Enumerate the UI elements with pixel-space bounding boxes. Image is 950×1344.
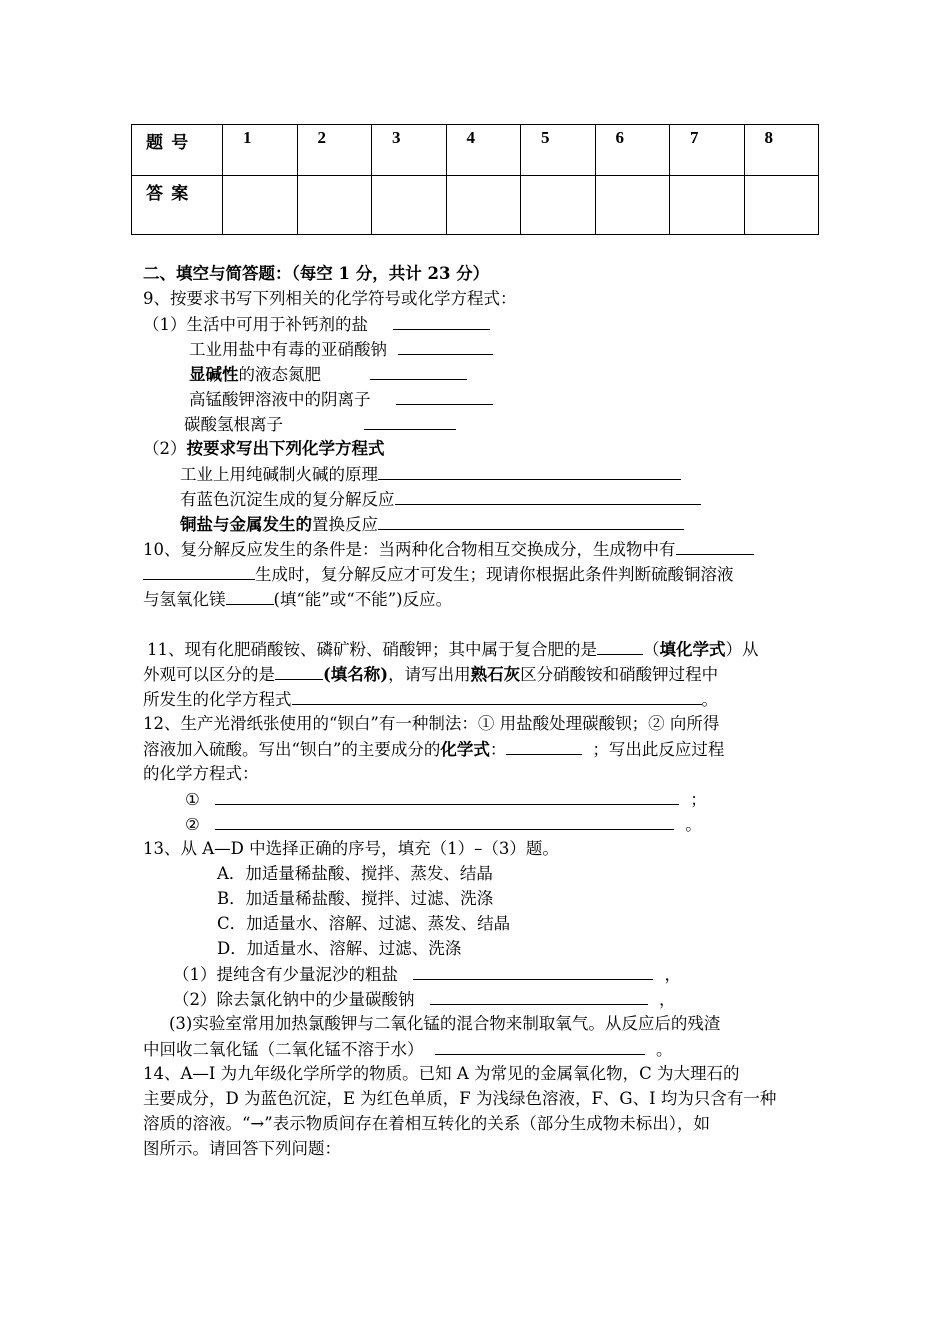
q10-line-1 (143, 537, 754, 562)
answer-blank[interactable] (215, 787, 679, 805)
q9-equation-2 (180, 487, 701, 512)
q14-line-4: 图所示。请回答下列问题： (143, 1139, 341, 1158)
q14-line-2: 主要成分，D 为蓝色沉淀，E 为红色单质，F 为浅绿色溶液，F、G、I 均为只含有一种 (143, 1089, 777, 1108)
q10-line-2 (143, 562, 734, 587)
answer-blank[interactable] (364, 412, 456, 430)
q9-item-3-bold: 显碱性 (189, 365, 239, 384)
answer-blank[interactable] (430, 987, 648, 1005)
q14-line-1: 14、A—I 为九年级化学所学的物质。已知 A 为常见的金属氧化物，C 为大理石的 (143, 1064, 740, 1083)
q9-item-3-text: 的液态氮肥 (238, 365, 321, 384)
answer-blank[interactable] (215, 812, 674, 830)
q12-line-2-bold: 化学式 (440, 740, 490, 759)
q11-line-1-text-a: 11、现有化肥硝酸铵、磷矿粉、硝酸钾；其中属于复合肥的是 (147, 640, 597, 659)
header-label: 题 号 (132, 125, 223, 176)
question-number: 4 (446, 125, 521, 176)
answer-cell[interactable] (297, 176, 372, 235)
q9-item-5-text: 碳酸氢根离子 (184, 415, 283, 434)
q12-line-2-text-a: 溶液加入硫酸。写出“钡白”的主要成分的 (143, 740, 441, 759)
q12-line-2-text-c: ；写出此反应过程 (592, 740, 725, 759)
question-number: 2 (297, 125, 372, 176)
question-number: 6 (595, 125, 670, 176)
answer-blank[interactable] (395, 487, 701, 505)
q12-equation-1 (185, 787, 707, 812)
answer-blank[interactable] (506, 737, 582, 755)
q13-sub-2-comma: ， (659, 990, 676, 1009)
q9-item-5 (184, 412, 456, 437)
q13-sub-3-text: 中回收二氧化锰（二氧化锰不溶于水） (143, 1040, 424, 1059)
answer-blank[interactable] (226, 587, 274, 605)
q13-sub-2 (173, 987, 676, 1012)
q12-equation-2 (185, 812, 702, 837)
q13-option-d: D．加适量水、溶解、过滤、洗涤 (217, 939, 462, 958)
answer-cell[interactable] (744, 176, 819, 235)
q12-line-2 (143, 737, 724, 762)
q11-line-3-text-b: 。 (701, 690, 718, 709)
answer-blank[interactable] (393, 312, 490, 330)
q13-sub-3-period: 。 (656, 1040, 673, 1059)
q9-item-4-text: 高锰酸钾溶液中的阴离子 (189, 390, 371, 409)
answer-cell[interactable] (372, 176, 447, 235)
answer-label: 答 案 (132, 176, 223, 235)
answer-blank[interactable] (143, 562, 255, 580)
section-title: 二、填空与简答题：（每空 1 分，共计 23 分） (143, 264, 490, 283)
answer-blank[interactable] (370, 362, 467, 380)
q13-sub-1-text: （1）提纯含有少量泥沙的粗盐 (173, 965, 398, 984)
answer-blank[interactable] (292, 687, 702, 705)
question-number: 5 (521, 125, 596, 176)
q9-item-4 (189, 387, 493, 412)
q13-option-b: B．加适量稀盐酸、搅拌、过滤、洗涤 (217, 889, 494, 908)
answer-blank[interactable] (378, 512, 684, 530)
q13-sub-1-comma: ， (664, 965, 681, 984)
q10-line-2-text: 生成时，复分解反应才可发生；现请你根据此条件判断硫酸铜溶液 (255, 565, 734, 584)
q9-equation-1-text: 工业上用纯碱制火碱的原理 (180, 465, 378, 484)
q9-item-2-text: 工业用盐中有毒的亚硝酸钠 (189, 340, 387, 359)
answer-blank[interactable] (396, 387, 493, 405)
q12-end-2: 。 (685, 815, 702, 834)
q13-option-c: C．加适量水、溶解、过滤、蒸发、结晶 (217, 914, 511, 933)
q13-sub-3-line-1: (3)实验室常用加热氯酸钾与二氧化锰的混合物来制取氧气。从反应后的残渣 (169, 1014, 721, 1033)
q9-stem: 9、按要求书写下列相关的化学符号或化学方程式： (143, 289, 517, 308)
q13-option-a: A．加适量稀盐酸、搅拌、蒸发、结晶 (217, 864, 493, 883)
q12-circle-2: ② (185, 815, 200, 834)
q13-sub-3-line-2 (143, 1037, 673, 1062)
question-number: 7 (670, 125, 745, 176)
q9-part-2 (143, 437, 385, 461)
q9-item-3 (189, 362, 467, 387)
q10-line-3 (143, 587, 452, 612)
answer-table-header-row (132, 125, 819, 176)
q11-line-1-bold: 填化学式 (659, 640, 726, 659)
q9-equation-3-bold: 铜盐与金属发生的 (180, 515, 312, 534)
answer-blank[interactable] (398, 337, 493, 355)
q9-part-2-title: 按要求写出下列化学方程式 (186, 439, 385, 458)
answer-table-answer-row (132, 176, 819, 235)
q10-line-3-text-b: (填“能”或“不能”)反应。 (273, 590, 453, 609)
answer-cell[interactable] (670, 176, 745, 235)
answer-cell[interactable] (595, 176, 670, 235)
q10-line-3-text-a: 与氢氧化镁 (143, 590, 226, 609)
q9-item-2 (189, 337, 493, 362)
q10-line-1-text: 10、复分解反应发生的条件是：当两种化合物相互交换成分，生成物中有 (143, 540, 676, 559)
q11-line-2-text-b: ，请写出用 (388, 665, 471, 684)
q11-line-2-text-c: 区分硝酸铵和硝酸钾过程中 (520, 665, 719, 684)
answer-blank[interactable] (413, 962, 653, 980)
q11-line-3-text-a: 所发生的化学方程式 (143, 690, 292, 709)
q12-line-1: 12、生产光滑纸张使用的“钡白”有一种制法：① 用盐酸处理碳酸钡；② 向所得 (143, 714, 720, 733)
answer-cell[interactable] (521, 176, 596, 235)
question-number: 3 (372, 125, 447, 176)
question-number: 1 (223, 125, 298, 176)
answer-blank[interactable] (676, 537, 754, 555)
q14-line-3: 溶质的溶液。“→”表示物质间存在着相互转化的关系（部分生成物未标出），如 (143, 1114, 710, 1133)
answer-cell[interactable] (223, 176, 298, 235)
q9-equation-2-text: 有蓝色沉淀生成的复分解反应 (180, 490, 395, 509)
q11-line-2-bold-1: (填名称) (323, 665, 389, 684)
answer-cell[interactable] (446, 176, 521, 235)
q11-line-2-bold-2: 熟石灰 (470, 665, 521, 684)
q9-item-1 (143, 312, 490, 337)
q12-end-1: ； (690, 790, 707, 809)
answer-table (131, 124, 819, 235)
q9-equation-3-text: 置换反应 (312, 515, 378, 534)
q9-equation-3 (180, 512, 684, 537)
answer-blank[interactable] (597, 637, 643, 655)
q11-line-2 (143, 662, 718, 687)
q11-line-1 (147, 637, 759, 662)
q13-sub-2-text: （2）除去氯化钠中的少量碳酸钠 (173, 990, 415, 1009)
q9-equation-1 (180, 462, 681, 487)
q11-line-1-text-b: （ (643, 640, 660, 659)
q13-stem: 13、从 A—D 中选择正确的序号，填充（1）–（3）题。 (143, 839, 559, 858)
q11-line-3 (143, 687, 718, 712)
question-number: 8 (744, 125, 819, 176)
q12-line-2-text-b: ： (489, 740, 507, 759)
q13-sub-1 (173, 962, 681, 987)
q11-line-1-text-c: ）从 (725, 640, 759, 659)
q11-line-2-text-a: 外观可以区分的是 (143, 665, 275, 684)
answer-blank[interactable] (275, 662, 323, 680)
answer-blank[interactable] (435, 1037, 645, 1055)
q12-line-3: 的化学方程式： (143, 764, 259, 783)
q12-circle-1: ① (185, 790, 200, 809)
q9-part-2-prefix: （2） (143, 439, 187, 458)
answer-blank[interactable] (378, 462, 681, 480)
q9-item-1-text: （1）生活中可用于补钙剂的盐 (143, 315, 368, 334)
